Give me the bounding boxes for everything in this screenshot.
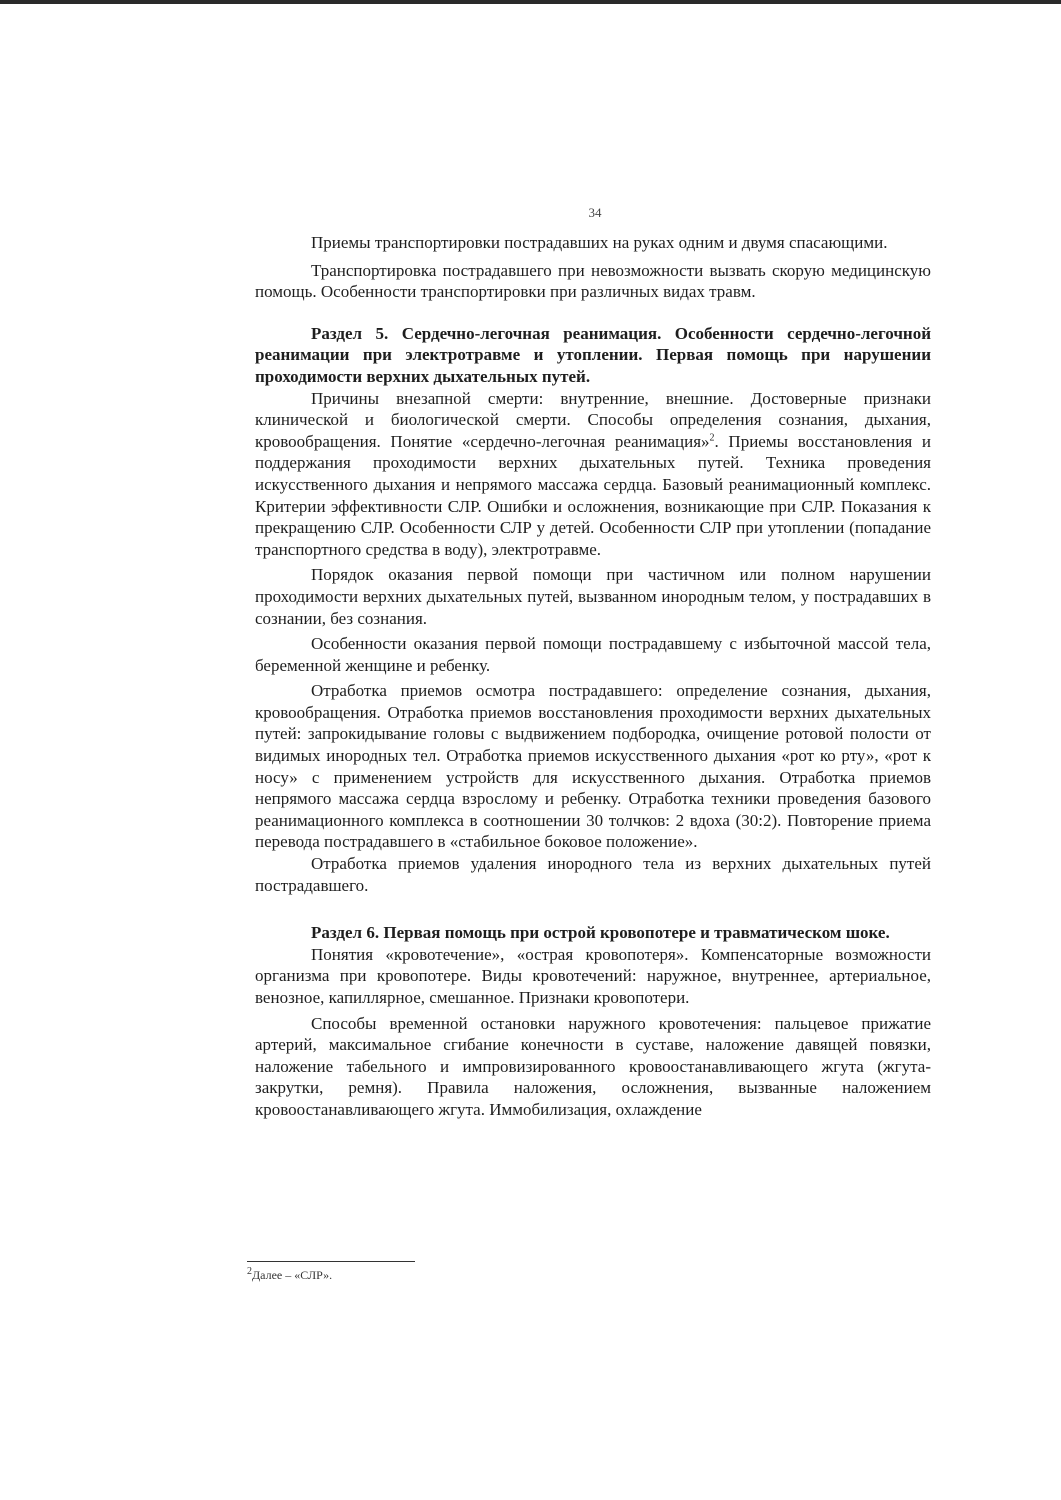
section-5-heading: Раздел 5. Сердечно-легочная реанимация. Особенности сердечно-легочной реанимации при электротравме и утоплении. Первая помощь при нарушении проходимости верхних дыхательных путей. xyxy=(255,323,931,386)
section-5-paragraph-4: Отработка приемов осмотра пострадавшего: определение сознания, дыхания, кровообращения. Отработка приемов восстановления проходимости верхних дыхательных путей: запрокидывание головы с выдвижением подбородка, очищение ротовой полости от видимых инородных тел. Отработка приемов искусственного дыхания «рот ко рту», «рот к носу» с применением устройств для искусственного дыхания. Отработка приемов непрямого массажа сердца взрослому и ребенку. Отработка техники проведения базового реанимационного комплекса в соотношении 30 толчков: 2 вдоха (30:2). Повторение приема перевода пострадавшего в «стабильное боковое положение». xyxy=(255,681,931,852)
section-5-paragraph-2: Порядок оказания первой помощи при частичном или полном нарушении проходимости верхних дыхательных путей, вызванном инородным телом, у пострадавших в сознании, без сознания. xyxy=(255,565,931,628)
scan-edge xyxy=(0,0,1061,4)
paragraph-transport-hands: Приемы транспортировки пострадавших на руках одним и двумя спасающими. xyxy=(311,233,888,252)
document-body xyxy=(255,232,931,1121)
footnote-separator xyxy=(247,1261,415,1262)
section-6-heading: Раздел 6. Первая помощь при острой кровопотере и травматическом шоке. xyxy=(311,923,890,943)
section-6-paragraph-2: Способы временной остановки наружного кровотечения: пальцевое прижатие артерий, максимальное сгибание конечности в суставе, наложение давящей повязки, наложение табельного и импровизированного кровоостанавливающего жгута (жгута-закрутки, ремня). Правила наложения, осложнения, вызванные наложением кровоостанавливающего жгута. Иммобилизация, охлаждение xyxy=(255,1013,931,1119)
footnote-text: Далее – «СЛР». xyxy=(252,1268,333,1282)
footnote-reference: 2 xyxy=(709,432,715,444)
page-number: 34 xyxy=(588,205,602,220)
section-6-paragraph-1: Понятия «кровотечение», «острая кровопотеря». Компенсаторные возможности организма при кровопотере. Виды кровотечений: наружное, внутреннее, артериальное, венозное, капиллярное, смешанное. Признаки кровопотери. xyxy=(255,944,931,1007)
section-5-paragraph-5: Отработка приемов удаления инородного тела из верхних дыхательных путей пострадавшего. xyxy=(255,854,931,895)
footnote xyxy=(247,1268,332,1283)
footnote-marker: 2 xyxy=(247,1266,252,1277)
section-5-paragraph-1 xyxy=(255,388,931,561)
section-5-p1-text-b: . Приемы восстановления и поддержания проходимости верхних дыхательных путей. Техника проведения искусственного дыхания и непрямого массажа сердца. Базовый реанимационный комплекс. Критерии эффективности СЛР. Ошибки и осложнения, возникающие при СЛР. Показания к прекращению СЛР. Особенности СЛР у детей. Особенности СЛР при утоплении (попадание транспортного средства в воду), электротравме. xyxy=(255,431,931,559)
section-5-paragraph-3: Особенности оказания первой помощи пострадавшему с избыточной массой тела, беременной женщине и ребенку. xyxy=(255,634,931,675)
paragraph-transport-no-ambulance: Транспортировка пострадавшего при невозможности вызвать скорую медицинскую помощь. Особенности транспортировки при различных видах травм. xyxy=(255,260,931,302)
section-5-p1-text-a: Причины внезапной смерти: внутренние, внешние. Достоверные признаки клинической и биологической смерти. Способы определения сознания, дыхания, кровообращения. Понятие «сердечно-легочная реанимация» xyxy=(255,388,931,451)
